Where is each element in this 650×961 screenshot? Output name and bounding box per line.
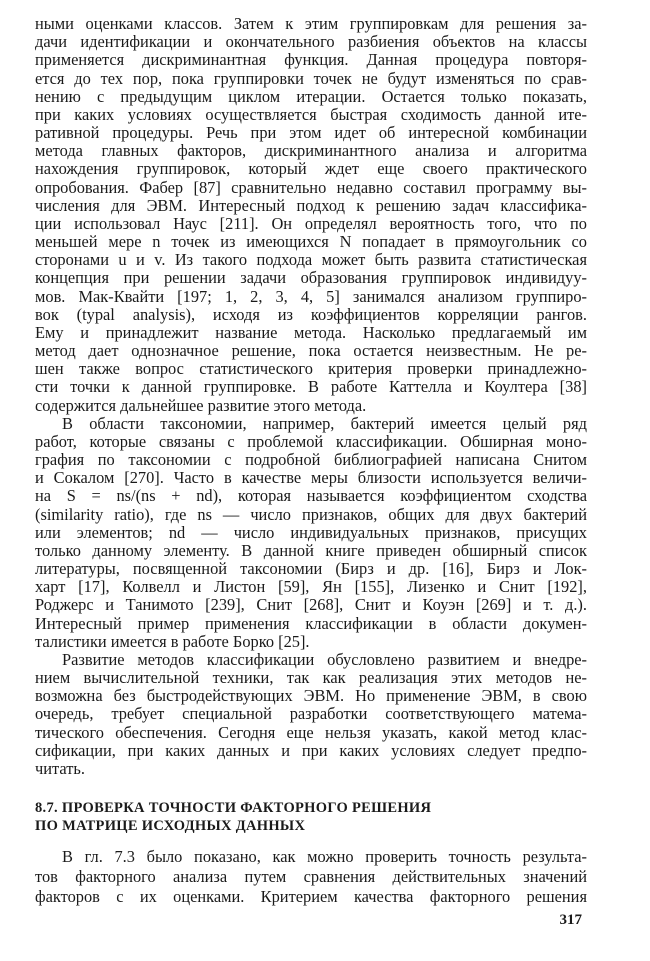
text-line: работ, которые связаны с проблемой классификации. Обширная моно- [35, 432, 587, 451]
text-line: только данному элементу. В данной книге приведен обширный список [35, 541, 587, 560]
text-line: применяется дискриминантная функция. Данная процедура повторя- [35, 50, 587, 69]
text-line: нению с предыдущим циклом итерации. Остается только показать, [35, 87, 587, 106]
text-line: графия по таксономии с подробной библиографией написана Снитом [35, 450, 587, 469]
text-line: на S = ns/(ns + nd), которая называется коэффициентом сходства [35, 486, 587, 505]
text-line: и Сокалом [270]. Часто в качестве меры близости используется величи- [35, 468, 587, 487]
text-line: метода главных факторов, дискриминантного анализа и алгоритма [35, 141, 587, 160]
page-number: 317 [559, 912, 582, 928]
text-line: читать. [35, 759, 85, 778]
text-line: дачи идентификации и окончательного разбиения объектов на классы [35, 32, 587, 51]
text-line: метод дает однозначное решение, пока остается неизвестным. Не ре- [35, 341, 587, 360]
text-line: Ему и принадлежит название метода. Насколько предлагаемый им [35, 323, 587, 342]
section-heading: ПО МАТРИЦЕ ИСХОДНЫХ ДАННЫХ [35, 818, 306, 834]
text-line: вок (typal analysis), исходя из коэффициентов корреляции рангов. [35, 305, 587, 324]
text-line: литературы, посвященной таксономии (Бирз и др. [16], Бирз и Лок- [35, 559, 587, 578]
text-line: харт [17], Колвелл и Листон [59], Ян [155], Лизенко и Снит [192], [35, 577, 587, 596]
text-line: В области таксономии, например, бактерий имеется целый ряд [62, 414, 587, 433]
text-line: числения для ЭВМ. Интересный подход к решению задач классифика- [35, 196, 587, 215]
text-line: тического обеспечения. Сегодня еще нельзя указать, какой метод клас- [35, 723, 587, 742]
text-line: нием вычислительной техники, так как реализация этих методов не- [35, 668, 587, 687]
text-line: концепция при решении задачи образования группировок индивидуу- [35, 268, 587, 287]
text-line: (similarity ratio), где ns — число признаков, общих для двух бактерий [35, 505, 587, 524]
text-line: Развитие методов классификации обусловлено развитием и внедре- [62, 650, 587, 669]
text-line: нахождения группировок, который ждет еще своего практического [35, 159, 587, 178]
text-line: очередь, требует специальной разработки соответствующего матема- [35, 704, 587, 723]
text-line: сти точки к данной группировке. В работе Каттелла и Коултера [38] [35, 377, 587, 396]
text-line: Роджерс и Танимото [239], Снит [268], Снит и Коуэн [269] и т. д.). [35, 595, 587, 614]
text-line: ции использовал Наус [211]. Он определял вероятность того, что по [35, 214, 587, 233]
text-line: содержится дальнейшее развитие этого метода. [35, 396, 367, 415]
text-line: тов факторного анализа путем сравнения действительных значений [35, 867, 587, 886]
text-line: сификации, при каких данных и при каких условиях следует предпо- [35, 741, 587, 760]
text-line: мов. Мак-Квайти [197; 1, 2, 3, 4, 5] занимался анализом группиро- [35, 287, 587, 306]
text-line: возможна без быстродействующих ЭВМ. Но применение ЭВМ, в свою [35, 686, 587, 705]
text-line: шен также вопрос статистического критерия проверки принадлежно- [35, 359, 587, 378]
text-line: Интересный пример применения классификации в области докумен- [35, 614, 587, 633]
text-line: факторов с их оценками. Критерием качества факторного решения [35, 887, 587, 906]
text-line: опробования. Фабер [87] сравнительно недавно составил программу вы- [35, 178, 587, 197]
text-line: при каких условиях осуществляется быстрая сходимость данной ите- [35, 105, 587, 124]
text-line: ративной процедуры. Речь при этом идет об интересной комбинации [35, 123, 587, 142]
section-heading: 8.7. ПРОВЕРКА ТОЧНОСТИ ФАКТОРНОГО РЕШЕНИЯ [35, 800, 432, 816]
text-line: меньшей мере n точек из имеющихся N попадает в прямоугольник со [35, 232, 587, 251]
text-line: В гл. 7.3 было показано, как можно проверить точность результа- [62, 847, 587, 866]
text-line: или элементов; nd — число индивидуальных признаков, присущих [35, 523, 587, 542]
text-line: ется до тех пор, пока группировки точек не будут изменяться по срав- [35, 69, 587, 88]
text-line: сторонами u и v. Из такого подхода может быть развита статистическая [35, 250, 587, 269]
text-line: ными оценками классов. Затем к этим группировкам для решения за- [35, 14, 587, 33]
text-line: талистики имеется в работе Борко [25]. [35, 632, 310, 651]
